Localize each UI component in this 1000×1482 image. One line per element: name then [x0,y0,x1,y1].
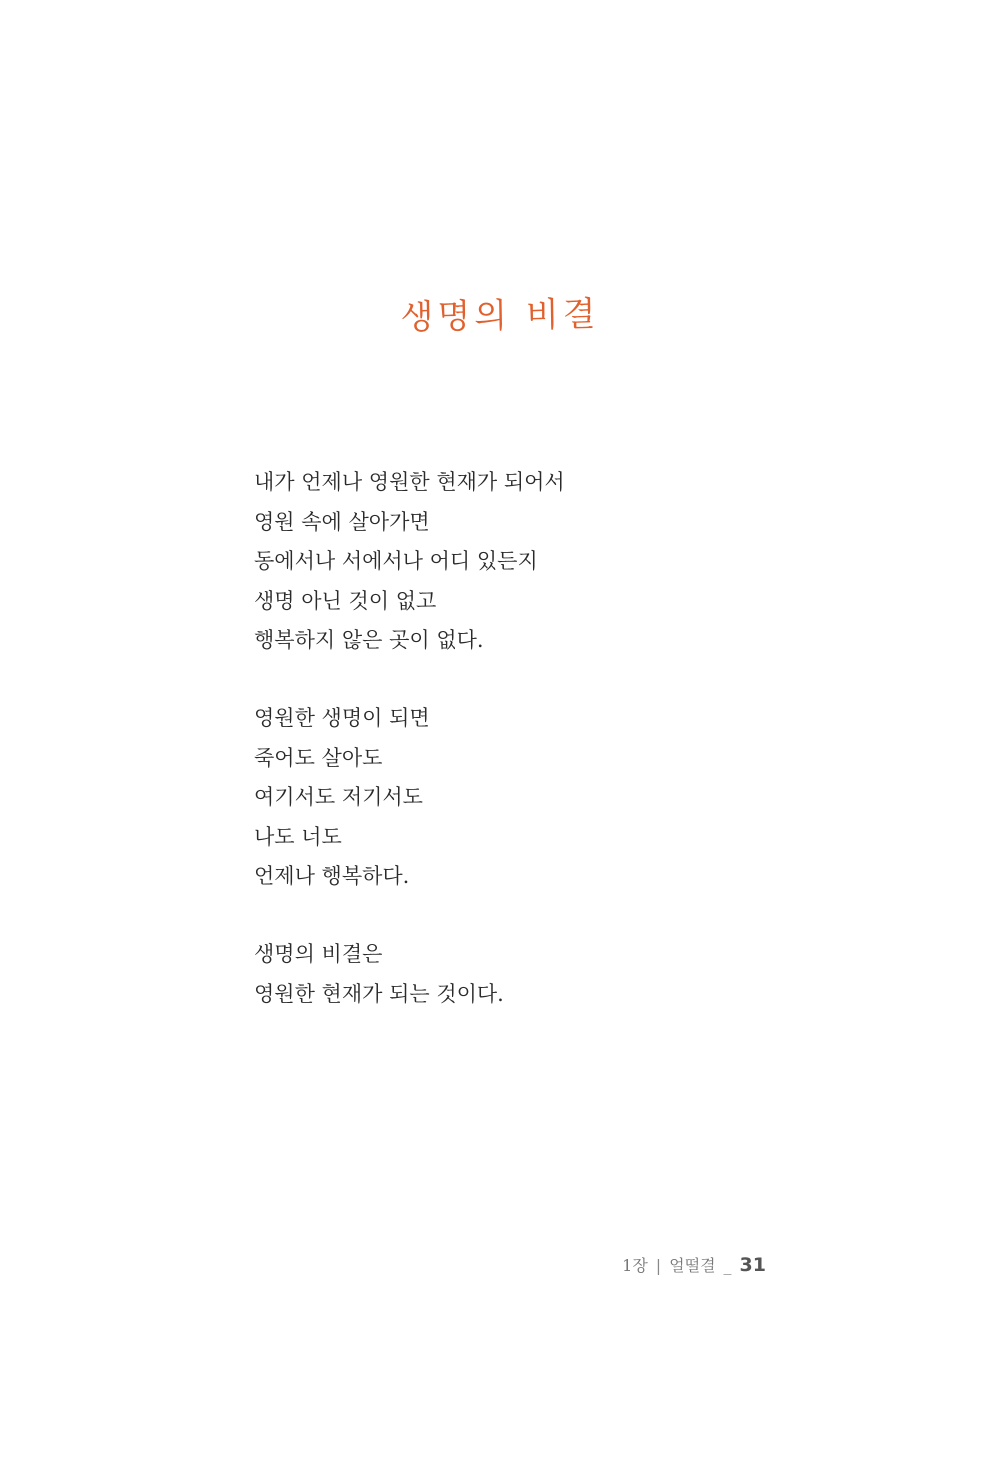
poem-body [254,464,814,1054]
footer-divider: | [655,1256,662,1275]
poem-line: 동에서나 서에서나 어디 있든지 [254,549,538,573]
page-number: 31 [739,1254,766,1276]
poem-line: 여기서도 저기서도 [254,785,423,809]
poem-line: 영원한 현재가 되는 것이다. [254,981,504,1006]
page-footer [622,1253,766,1276]
stanza-1 [254,464,814,662]
chapter-label: 1장 [622,1256,648,1275]
stanza-3 [254,936,814,1015]
poem-line: 생명 아닌 것이 없고 [254,588,437,613]
poem-line: 행복하지 않은 곳이 없다. [254,628,484,652]
stanza-2 [254,700,814,898]
poem-title: 생명의 비결 [400,294,600,338]
section-label: 얼떨결 [669,1256,716,1275]
poem-line: 영원한 생명이 되면 [254,706,430,730]
poem-line: 영원 속에 살아가면 [254,509,430,534]
poem-line: 내가 언제나 영원한 현재가 되어서 [254,470,565,494]
poem-line: 언제나 행복하다. [254,864,410,888]
footer-underscore: _ [723,1256,732,1275]
poem-line: 생명의 비결은 [254,942,383,966]
poem-line: 나도 너도 [254,824,342,849]
poem-line: 죽어도 살아도 [254,745,383,770]
